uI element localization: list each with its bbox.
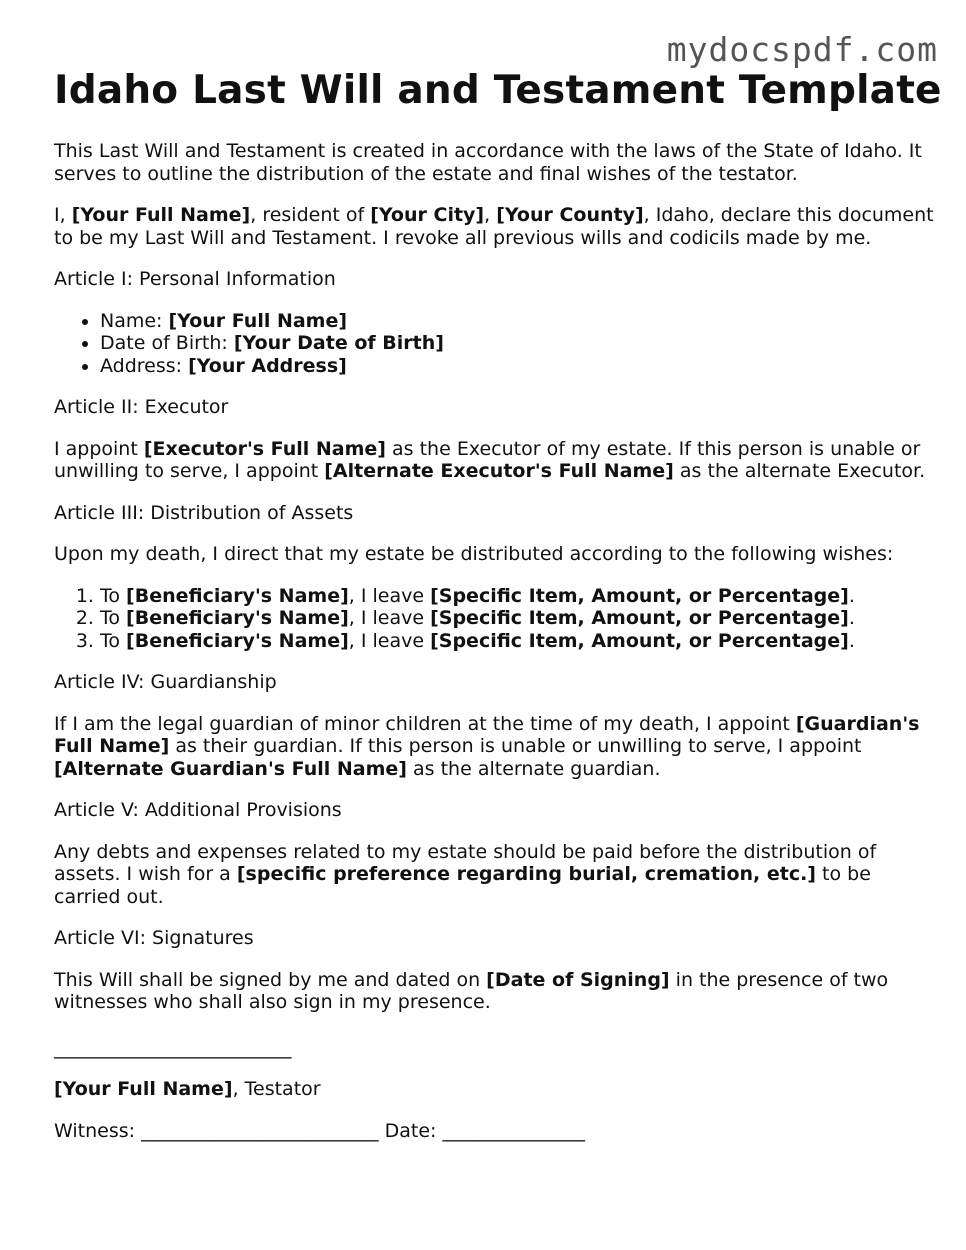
testator-name-line: [Your Full Name], Testator [54, 1078, 321, 1100]
preference-placeholder: [specific preference regarding burial, cremation, etc.] [236, 863, 816, 885]
article-4-heading: Article IV: Guardianship [54, 671, 277, 693]
list-item: 1. To [Beneficiary's Name], I leave [Specific Item, Amount, or Percentage]. [100, 585, 934, 608]
provisions-paragraph: Any debts and expenses related to my estate should be paid before the distribution of assets. I wish for a [specific preference regarding burial, cremation, etc.] to be carried out. [54, 840, 877, 908]
list-item: • Name: [Your Full Name] [100, 310, 934, 333]
signing-date-placeholder: [Date of Signing] [486, 968, 670, 991]
testator-signature-line: _________________________ [54, 1036, 292, 1059]
article-3-heading: Article III: Distribution of Assets [54, 501, 354, 524]
distribution-list [54, 585, 934, 653]
intro-paragraph: This Last Will and Testament is created in accordance with the laws of the State of Idaho. It serves to outline the distribution of the estate and final wishes of the testator. [54, 140, 922, 185]
article-5-heading: Article V: Additional Provisions [54, 799, 342, 821]
article-2-heading: Article II: Executor [54, 396, 229, 418]
executor-paragraph: I appoint [Executor's Full Name] as the Executor of my estate. If this person is unable or unwilling to serve, I appoint [Alternate Executor's Full Name] as the alternate Executor. [54, 437, 926, 482]
personal-info-list [54, 310, 934, 378]
list-item: 2. To [Beneficiary's Name], I leave [Specific Item, Amount, or Percentage]. [100, 607, 934, 630]
list-item: • Date of Birth: [Your Date of Birth] [100, 332, 934, 355]
alternate-executor-placeholder: [Alternate Executor's Full Name] [324, 460, 674, 482]
executor-placeholder: [Executor's Full Name] [143, 437, 386, 460]
article-1-heading: Article I: Personal Information [54, 268, 336, 290]
witness-signature-blank: _________________________ [141, 1119, 379, 1142]
distribution-intro: Upon my death, I direct that my estate be distributed according to the following wishes: [54, 543, 894, 565]
document [54, 68, 942, 1161]
county-placeholder: [Your County] [496, 204, 644, 226]
date-blank: _______________ [442, 1119, 585, 1142]
city-placeholder: [Your City] [370, 204, 485, 226]
declaration-paragraph: I, [Your Full Name], resident of [Your City], [Your County], Idaho, declare this document to be my Last Will and Testament. I revoke all previous wills and codicils made by me. [54, 204, 934, 249]
list-item: • Address: [Your Address] [100, 355, 934, 378]
article-6-heading: Article VI: Signatures [54, 927, 254, 949]
signatures-paragraph: This Will shall be signed by me and dated on [Date of Signing] in the presence of two witnesses who shall also sign in my presence. [54, 968, 889, 1013]
document-title: Idaho Last Will and Testament Template [54, 68, 942, 113]
alternate-guardian-placeholder: [Alternate Guardian's Full Name] [54, 757, 407, 780]
guardian-placeholder: [Guardian's Full Name] [54, 712, 920, 757]
testator-name-placeholder: [Your Full Name] [71, 204, 251, 226]
guardianship-paragraph: If I am the legal guardian of minor children at the time of my death, I appoint [Guardian's Full Name] as their guardian. If this person is unable or unwilling to serve, I appoint [Alternate Guardian's Full Name] as the alternate guardian. [54, 712, 920, 780]
list-item: 3. To [Beneficiary's Name], I leave [Specific Item, Amount, or Percentage]. [100, 630, 934, 653]
witness-line: Witness: _________________________ Date: _______________ [54, 1119, 585, 1142]
watermark: mydocspdf.com [666, 30, 938, 69]
